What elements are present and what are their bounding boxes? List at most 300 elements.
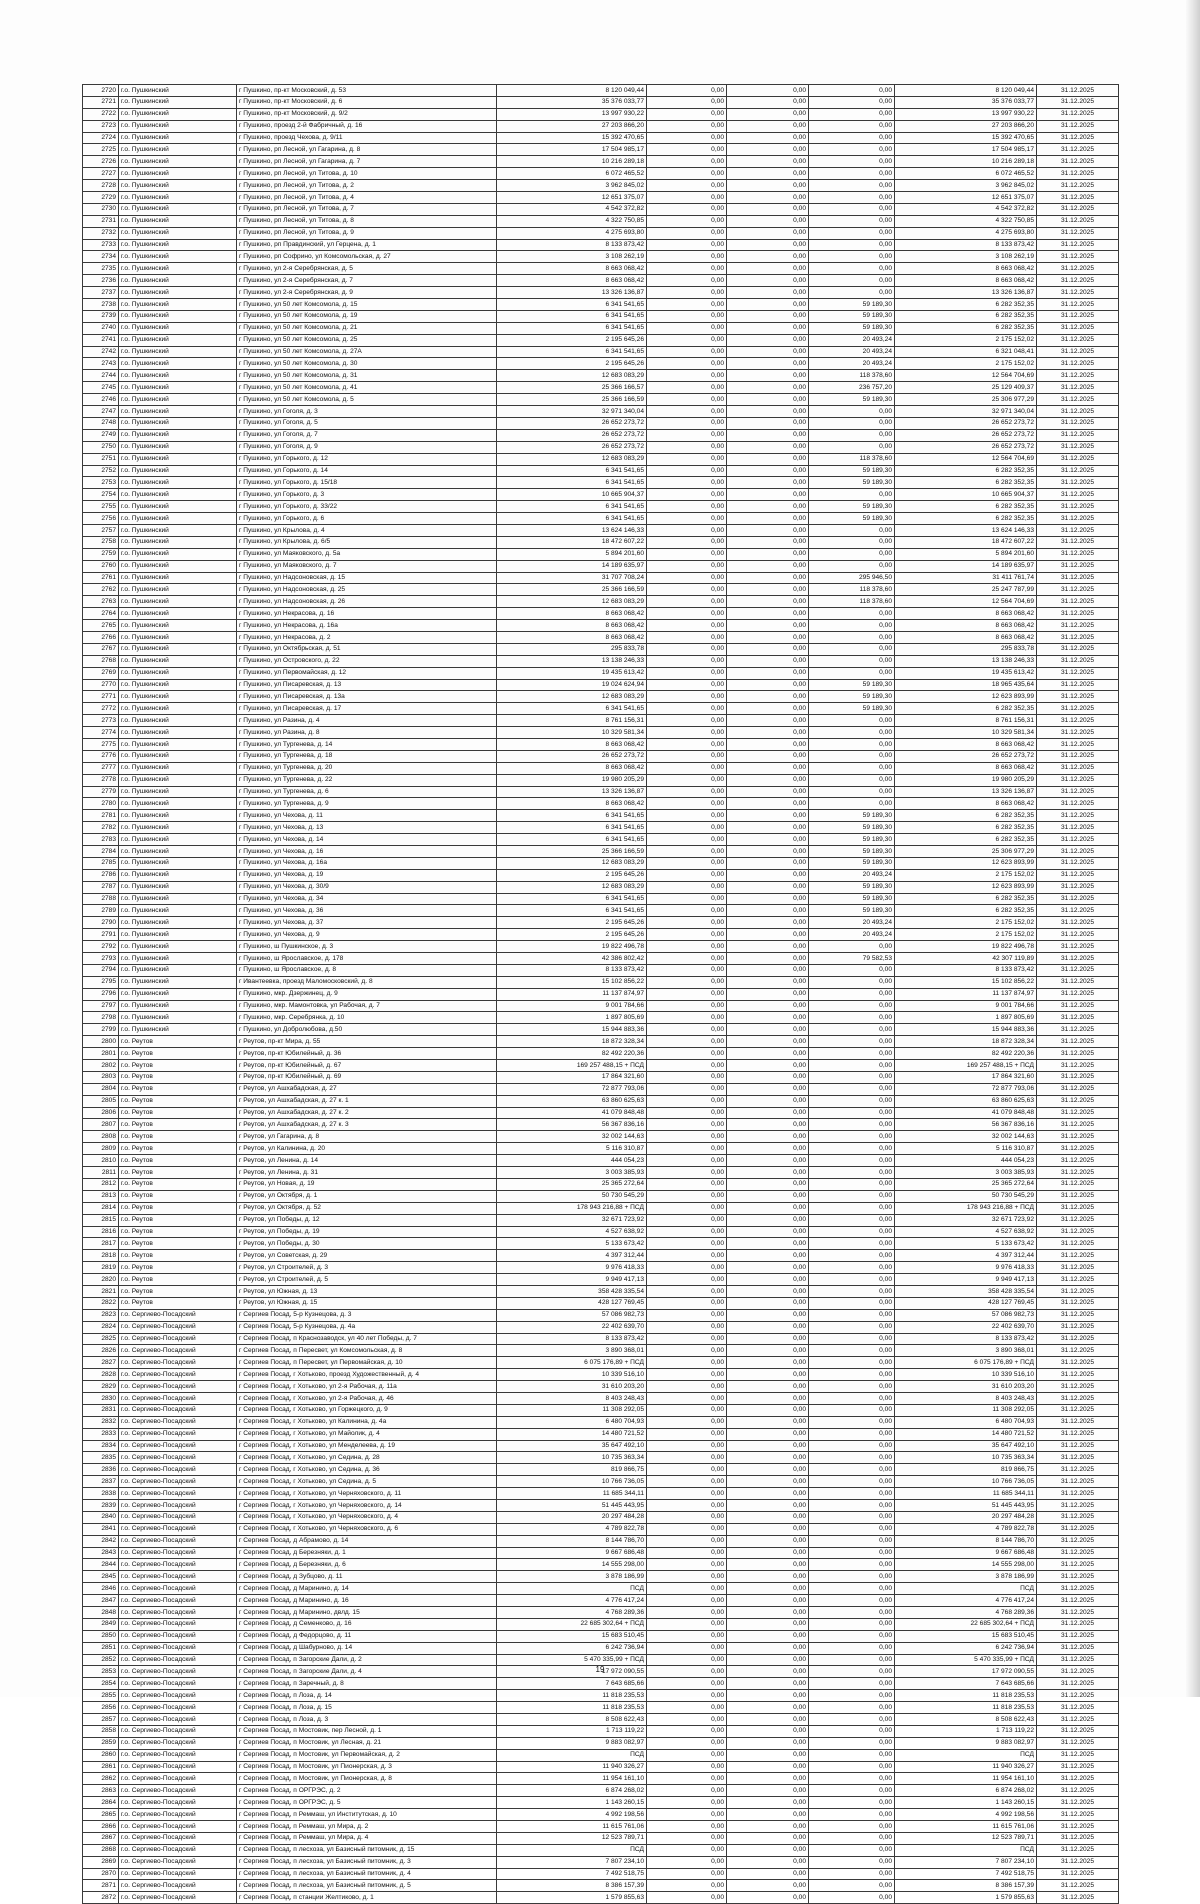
municipality-cell: г.о. Реутов xyxy=(119,1048,237,1060)
table-row xyxy=(83,1523,1119,1535)
amount-1-cell: 0,00 xyxy=(647,1714,727,1726)
row-number-cell: 2737 xyxy=(83,287,119,299)
cost-cell: 12 683 083,29 xyxy=(497,857,647,869)
amount-2-cell: 0,00 xyxy=(727,1167,809,1179)
amount-3-cell: 0,00 xyxy=(809,1880,895,1892)
address-cell: г Реутов, пр-кт Юбилейный, д. 67 xyxy=(237,1060,497,1072)
address-cell: г Сергиев Посад, г Хотьково, ул Седина, д. 5 xyxy=(237,1476,497,1488)
amount-2-cell: 0,00 xyxy=(727,631,809,643)
cost-cell: 10 339 516,10 xyxy=(497,1369,647,1381)
amount-2-cell: 0,00 xyxy=(727,180,809,192)
row-number-cell: 2733 xyxy=(83,239,119,251)
address-cell: г Сергиев Посад, д Березняки, д. 1 xyxy=(237,1547,497,1559)
address-cell: г Пушкино, ул Надсоновская, д. 15 xyxy=(237,572,497,584)
address-cell: г Реутов, ул Строителей, д. 5 xyxy=(237,1274,497,1286)
amount-1-cell: 0,00 xyxy=(647,1690,727,1702)
amount-2-cell: 0,00 xyxy=(727,1714,809,1726)
amount-2-cell: 0,00 xyxy=(727,1416,809,1428)
amount-1-cell: 0,00 xyxy=(647,1202,727,1214)
address-cell: г Сергиев Посад, г Хотьково, ул Черняховского, д. 14 xyxy=(237,1499,497,1511)
table-row xyxy=(83,239,1119,251)
amount-3-cell: 59 189,30 xyxy=(809,310,895,322)
municipality-cell: г.о. Сергиево-Посадский xyxy=(119,1809,237,1821)
address-cell: г Сергиев Посад, п Реммаш, ул Мира, д. 4 xyxy=(237,1832,497,1844)
deadline-cell: 31.12.2025 xyxy=(1037,1143,1119,1155)
row-number-cell: 2866 xyxy=(83,1821,119,1833)
amount-2-cell: 0,00 xyxy=(727,453,809,465)
amount-1-cell: 0,00 xyxy=(647,917,727,929)
municipality-cell: г.о. Сергиево-Посадский xyxy=(119,1821,237,1833)
address-cell: г Реутов, ул Октября, д. 52 xyxy=(237,1202,497,1214)
municipality-cell: г.о. Пушкинский xyxy=(119,477,237,489)
deadline-cell: 31.12.2025 xyxy=(1037,465,1119,477)
amount-3-cell: 0,00 xyxy=(809,1559,895,1571)
address-cell: г Сергиев Посад, г Хотьково, ул Горжецкого, д. 9 xyxy=(237,1404,497,1416)
row-number-cell: 2818 xyxy=(83,1250,119,1262)
table-row xyxy=(83,287,1119,299)
amount-2-cell: 0,00 xyxy=(727,1595,809,1607)
cost-cell: 10 766 736,05 xyxy=(497,1476,647,1488)
total-cell: 8 663 068,42 xyxy=(895,762,1037,774)
amount-2-cell: 0,00 xyxy=(727,917,809,929)
cost-cell: 10 665 904,37 xyxy=(497,489,647,501)
cost-cell: ПСД xyxy=(497,1749,647,1761)
municipality-cell: г.о. Сергиево-Посадский xyxy=(119,1499,237,1511)
table-row xyxy=(83,727,1119,739)
total-cell: 3 890 368,01 xyxy=(895,1345,1037,1357)
amount-1-cell: 0,00 xyxy=(647,893,727,905)
amount-1-cell: 0,00 xyxy=(647,406,727,418)
amount-1-cell: 0,00 xyxy=(647,1274,727,1286)
total-cell: 5 470 335,99 + ПСД xyxy=(895,1654,1037,1666)
address-cell: г Реутов, ул Октября, д. 1 xyxy=(237,1190,497,1202)
row-number-cell: 2805 xyxy=(83,1095,119,1107)
amount-1-cell: 0,00 xyxy=(647,1809,727,1821)
row-number-cell: 2804 xyxy=(83,1083,119,1095)
deadline-cell: 31.12.2025 xyxy=(1037,1630,1119,1642)
address-cell: г Сергиев Посад, п Пересвет, ул Первомайская, д. 10 xyxy=(237,1357,497,1369)
cost-cell: 8 133 873,42 xyxy=(497,964,647,976)
row-number-cell: 2774 xyxy=(83,727,119,739)
municipality-cell: г.о. Реутов xyxy=(119,1285,237,1297)
total-cell: 13 997 930,22 xyxy=(895,108,1037,120)
amount-2-cell: 0,00 xyxy=(727,608,809,620)
amount-1-cell: 0,00 xyxy=(647,1060,727,1072)
table-row xyxy=(83,1119,1119,1131)
row-number-cell: 2761 xyxy=(83,572,119,584)
amount-3-cell: 59 189,30 xyxy=(809,465,895,477)
address-cell: г Пушкино, рп Правдинский, ул Герцена, д. 1 xyxy=(237,239,497,251)
cost-cell: 15 944 883,36 xyxy=(497,1024,647,1036)
address-cell: г Пушкино, рп Лесной, ул Гагарина, д. 8 xyxy=(237,144,497,156)
amount-2-cell: 0,00 xyxy=(727,1488,809,1500)
address-cell: г Пушкино, ул 50 лет Комсомола, д. 31 xyxy=(237,370,497,382)
deadline-cell: 31.12.2025 xyxy=(1037,417,1119,429)
amount-3-cell: 59 189,30 xyxy=(809,857,895,869)
amount-3-cell: 0,00 xyxy=(809,941,895,953)
row-number-cell: 2812 xyxy=(83,1178,119,1190)
amount-3-cell: 0,00 xyxy=(809,727,895,739)
amount-1-cell: 0,00 xyxy=(647,953,727,965)
amount-2-cell: 0,00 xyxy=(727,1535,809,1547)
amount-3-cell: 0,00 xyxy=(809,1892,895,1904)
amount-3-cell: 0,00 xyxy=(809,1178,895,1190)
amount-3-cell: 0,00 xyxy=(809,1226,895,1238)
total-cell: 1 143 260,15 xyxy=(895,1797,1037,1809)
amount-1-cell: 0,00 xyxy=(647,976,727,988)
deadline-cell: 31.12.2025 xyxy=(1037,382,1119,394)
table-row xyxy=(83,394,1119,406)
amount-3-cell: 0,00 xyxy=(809,1464,895,1476)
amount-3-cell: 0,00 xyxy=(809,1844,895,1856)
row-number-cell: 2836 xyxy=(83,1464,119,1476)
amount-3-cell: 0,00 xyxy=(809,536,895,548)
amount-3-cell: 0,00 xyxy=(809,1024,895,1036)
cost-cell: 6 341 541,65 xyxy=(497,822,647,834)
municipality-cell: г.о. Пушкинский xyxy=(119,869,237,881)
address-cell: г Пушкино, ул 2-я Серебрянская, д. 9 xyxy=(237,287,497,299)
total-cell: 41 079 848,48 xyxy=(895,1107,1037,1119)
address-cell: г Пушкино, ул Горького, д. 12 xyxy=(237,453,497,465)
table-row xyxy=(83,834,1119,846)
municipality-cell: г.о. Пушкинский xyxy=(119,180,237,192)
amount-3-cell: 236 757,20 xyxy=(809,382,895,394)
municipality-cell: г.о. Пушкинский xyxy=(119,810,237,822)
total-cell: 11 818 235,53 xyxy=(895,1702,1037,1714)
table-row xyxy=(83,1024,1119,1036)
amount-2-cell: 0,00 xyxy=(727,1285,809,1297)
row-number-cell: 2755 xyxy=(83,501,119,513)
amount-1-cell: 0,00 xyxy=(647,1511,727,1523)
total-cell: 3 878 186,99 xyxy=(895,1571,1037,1583)
cost-cell: 8 663 068,42 xyxy=(497,798,647,810)
table-row xyxy=(83,203,1119,215)
address-cell: г Пушкино, ул Тургенева, д. 22 xyxy=(237,774,497,786)
cost-cell: 5 470 335,99 + ПСД xyxy=(497,1654,647,1666)
total-cell: 25 247 787,99 xyxy=(895,584,1037,596)
amount-2-cell: 0,00 xyxy=(727,964,809,976)
amount-2-cell: 0,00 xyxy=(727,1761,809,1773)
amount-1-cell: 0,00 xyxy=(647,1119,727,1131)
amount-1-cell: 0,00 xyxy=(647,1392,727,1404)
amount-3-cell: 0,00 xyxy=(809,524,895,536)
cost-cell: 12 683 083,29 xyxy=(497,881,647,893)
amount-1-cell: 0,00 xyxy=(647,132,727,144)
deadline-cell: 31.12.2025 xyxy=(1037,1749,1119,1761)
cost-cell: 2 195 645,26 xyxy=(497,358,647,370)
total-cell: 8 663 068,42 xyxy=(895,738,1037,750)
amount-1-cell: 0,00 xyxy=(647,1761,727,1773)
total-cell: 3 962 845,02 xyxy=(895,180,1037,192)
amount-2-cell: 0,00 xyxy=(727,132,809,144)
row-number-cell: 2768 xyxy=(83,655,119,667)
row-number-cell: 2846 xyxy=(83,1583,119,1595)
cost-cell: 13 326 136,87 xyxy=(497,287,647,299)
total-cell: 56 367 836,16 xyxy=(895,1119,1037,1131)
table-row xyxy=(83,108,1119,120)
row-number-cell: 2760 xyxy=(83,560,119,572)
address-cell: г Реутов, ул Ленина, д. 31 xyxy=(237,1167,497,1179)
row-number-cell: 2830 xyxy=(83,1392,119,1404)
amount-3-cell: 0,00 xyxy=(809,1214,895,1226)
amount-3-cell: 0,00 xyxy=(809,976,895,988)
deadline-cell: 31.12.2025 xyxy=(1037,1071,1119,1083)
amount-3-cell: 0,00 xyxy=(809,762,895,774)
amount-3-cell: 0,00 xyxy=(809,1749,895,1761)
address-cell: г Пушкино, ул 50 лет Комсомола, д. 27А xyxy=(237,346,497,358)
amount-3-cell: 20 493,24 xyxy=(809,358,895,370)
table-row xyxy=(83,1297,1119,1309)
table-row xyxy=(83,631,1119,643)
deadline-cell: 31.12.2025 xyxy=(1037,156,1119,168)
total-cell: 6 282 352,35 xyxy=(895,299,1037,311)
deadline-cell: 31.12.2025 xyxy=(1037,144,1119,156)
amount-3-cell: 20 493,24 xyxy=(809,929,895,941)
amount-1-cell: 0,00 xyxy=(647,774,727,786)
table-row xyxy=(83,406,1119,418)
deadline-cell: 31.12.2025 xyxy=(1037,941,1119,953)
total-cell: 13 138 246,33 xyxy=(895,655,1037,667)
amount-1-cell: 0,00 xyxy=(647,1012,727,1024)
address-cell: г Пушкино, ул Крылова, д. 6/5 xyxy=(237,536,497,548)
address-cell: г Сергиев Посад, п Загорские Дали, д. 2 xyxy=(237,1654,497,1666)
amount-2-cell: 0,00 xyxy=(727,715,809,727)
amount-2-cell: 0,00 xyxy=(727,584,809,596)
cost-cell: 8 663 068,42 xyxy=(497,631,647,643)
amount-2-cell: 0,00 xyxy=(727,1666,809,1678)
cost-cell: 11 308 292,05 xyxy=(497,1404,647,1416)
municipality-cell: г.о. Сергиево-Посадский xyxy=(119,1309,237,1321)
amount-3-cell: 0,00 xyxy=(809,192,895,204)
total-cell: 12 523 789,71 xyxy=(895,1832,1037,1844)
total-cell: 6 072 465,52 xyxy=(895,168,1037,180)
total-cell: 11 308 292,05 xyxy=(895,1404,1037,1416)
address-cell: г Пушкино, ул Гоголя, д. 5 xyxy=(237,417,497,429)
row-number-cell: 2771 xyxy=(83,691,119,703)
cost-cell: ПСД xyxy=(497,1844,647,1856)
address-cell: г Сергиев Посад, д Шабурново, д. 14 xyxy=(237,1642,497,1654)
municipality-cell: г.о. Сергиево-Посадский xyxy=(119,1832,237,1844)
cost-cell: 12 683 083,29 xyxy=(497,453,647,465)
row-number-cell: 2757 xyxy=(83,524,119,536)
deadline-cell: 31.12.2025 xyxy=(1037,774,1119,786)
amount-3-cell: 59 189,30 xyxy=(809,513,895,525)
amount-3-cell: 20 493,24 xyxy=(809,917,895,929)
amount-2-cell: 0,00 xyxy=(727,334,809,346)
municipality-cell: г.о. Сергиево-Посадский xyxy=(119,1868,237,1880)
amount-3-cell: 59 189,30 xyxy=(809,394,895,406)
row-number-cell: 2767 xyxy=(83,643,119,655)
address-cell: г Пушкино, ул Добролюбова, д.50 xyxy=(237,1024,497,1036)
row-number-cell: 2743 xyxy=(83,358,119,370)
amount-1-cell: 0,00 xyxy=(647,536,727,548)
amount-3-cell: 0,00 xyxy=(809,620,895,632)
amount-3-cell: 0,00 xyxy=(809,1809,895,1821)
row-number-cell: 2855 xyxy=(83,1690,119,1702)
deadline-cell: 31.12.2025 xyxy=(1037,786,1119,798)
total-cell: 11 954 161,10 xyxy=(895,1773,1037,1785)
row-number-cell: 2770 xyxy=(83,679,119,691)
address-cell: г Пушкино, ул Чехова, д. 16 xyxy=(237,846,497,858)
amount-1-cell: 0,00 xyxy=(647,1892,727,1904)
deadline-cell: 31.12.2025 xyxy=(1037,132,1119,144)
address-cell: г Пушкино, ул Маяковского, д. 7 xyxy=(237,560,497,572)
page-number: 19 xyxy=(595,1665,605,1674)
cost-cell: 7 643 685,66 xyxy=(497,1678,647,1690)
deadline-cell: 31.12.2025 xyxy=(1037,299,1119,311)
address-cell: г Пушкино, ул 50 лет Комсомола, д. 19 xyxy=(237,310,497,322)
amount-3-cell: 59 189,30 xyxy=(809,893,895,905)
row-number-cell: 2728 xyxy=(83,180,119,192)
municipality-cell: г.о. Сергиево-Посадский xyxy=(119,1547,237,1559)
amount-2-cell: 0,00 xyxy=(727,560,809,572)
cost-cell: 1 579 855,63 xyxy=(497,1892,647,1904)
amount-3-cell: 79 582,53 xyxy=(809,953,895,965)
amount-2-cell: 0,00 xyxy=(727,1392,809,1404)
address-cell: г Реутов, ул Победы, д. 12 xyxy=(237,1214,497,1226)
amount-3-cell: 59 189,30 xyxy=(809,691,895,703)
total-cell: 2 175 152,02 xyxy=(895,929,1037,941)
municipality-cell: г.о. Реутов xyxy=(119,1202,237,1214)
deadline-cell: 31.12.2025 xyxy=(1037,822,1119,834)
address-cell: г Пушкино, ул Горького, д. 6 xyxy=(237,513,497,525)
amount-3-cell: 118 378,60 xyxy=(809,453,895,465)
total-cell: 19 435 613,42 xyxy=(895,667,1037,679)
row-number-cell: 2788 xyxy=(83,893,119,905)
row-number-cell: 2751 xyxy=(83,453,119,465)
row-number-cell: 2835 xyxy=(83,1452,119,1464)
row-number-cell: 2803 xyxy=(83,1071,119,1083)
deadline-cell: 31.12.2025 xyxy=(1037,358,1119,370)
deadline-cell: 31.12.2025 xyxy=(1037,1036,1119,1048)
municipality-cell: г.о. Пушкинский xyxy=(119,953,237,965)
address-cell: г Сергиев Посад, п Мостовик, ул Пионерская, д. 3 xyxy=(237,1761,497,1773)
cost-cell: 6 480 704,93 xyxy=(497,1416,647,1428)
municipality-cell: г.о. Реутов xyxy=(119,1071,237,1083)
amount-3-cell: 0,00 xyxy=(809,1416,895,1428)
amount-1-cell: 0,00 xyxy=(647,857,727,869)
amount-1-cell: 0,00 xyxy=(647,1452,727,1464)
amount-1-cell: 0,00 xyxy=(647,180,727,192)
row-number-cell: 2802 xyxy=(83,1060,119,1072)
table-row xyxy=(83,1071,1119,1083)
deadline-cell: 31.12.2025 xyxy=(1037,1167,1119,1179)
deadline-cell: 31.12.2025 xyxy=(1037,1131,1119,1143)
deadline-cell: 31.12.2025 xyxy=(1037,1226,1119,1238)
deadline-cell: 31.12.2025 xyxy=(1037,1274,1119,1286)
row-number-cell: 2727 xyxy=(83,168,119,180)
municipality-cell: г.о. Пушкинский xyxy=(119,513,237,525)
cost-cell: 3 890 368,01 xyxy=(497,1345,647,1357)
address-cell: г Пушкино, ш Ярославское, д. 8 xyxy=(237,964,497,976)
municipality-cell: г.о. Сергиево-Посадский xyxy=(119,1321,237,1333)
table-row xyxy=(83,96,1119,108)
address-cell: г Реутов, ул Калинина, д. 20 xyxy=(237,1143,497,1155)
amount-1-cell: 0,00 xyxy=(647,1618,727,1630)
cost-cell: 6 341 541,65 xyxy=(497,346,647,358)
row-number-cell: 2848 xyxy=(83,1607,119,1619)
row-number-cell: 2801 xyxy=(83,1048,119,1060)
cost-cell: 12 683 083,29 xyxy=(497,596,647,608)
municipality-cell: г.о. Пушкинский xyxy=(119,441,237,453)
cost-cell: 25 366 166,59 xyxy=(497,394,647,406)
amount-3-cell: 0,00 xyxy=(809,251,895,263)
amount-2-cell: 0,00 xyxy=(727,1499,809,1511)
amount-3-cell: 0,00 xyxy=(809,132,895,144)
cost-cell: 57 086 982,73 xyxy=(497,1309,647,1321)
table-row xyxy=(83,1321,1119,1333)
amount-3-cell: 59 189,30 xyxy=(809,299,895,311)
amount-2-cell: 0,00 xyxy=(727,655,809,667)
amount-2-cell: 0,00 xyxy=(727,441,809,453)
cost-cell: 12 523 789,71 xyxy=(497,1832,647,1844)
row-number-cell: 2769 xyxy=(83,667,119,679)
deadline-cell: 31.12.2025 xyxy=(1037,489,1119,501)
table-row xyxy=(83,857,1119,869)
table-row xyxy=(83,1880,1119,1892)
amount-2-cell: 0,00 xyxy=(727,513,809,525)
total-cell: 178 943 216,88 + ПСД xyxy=(895,1202,1037,1214)
municipality-cell: г.о. Сергиево-Посадский xyxy=(119,1392,237,1404)
deadline-cell: 31.12.2025 xyxy=(1037,584,1119,596)
table-row xyxy=(83,1571,1119,1583)
address-cell: г Пушкино, ул Первомайская, д. 12 xyxy=(237,667,497,679)
total-cell: 4 397 312,44 xyxy=(895,1250,1037,1262)
amount-2-cell: 0,00 xyxy=(727,192,809,204)
cost-cell: 4 789 822,78 xyxy=(497,1523,647,1535)
row-number-cell: 2732 xyxy=(83,227,119,239)
total-cell: 6 321 048,41 xyxy=(895,346,1037,358)
total-cell: 6 282 352,35 xyxy=(895,703,1037,715)
table-row xyxy=(83,1202,1119,1214)
amount-1-cell: 0,00 xyxy=(647,1428,727,1440)
table-row xyxy=(83,1357,1119,1369)
cost-cell: 14 480 721,52 xyxy=(497,1428,647,1440)
row-number-cell: 2795 xyxy=(83,976,119,988)
amount-1-cell: 0,00 xyxy=(647,596,727,608)
amount-2-cell: 0,00 xyxy=(727,239,809,251)
amount-3-cell: 0,00 xyxy=(809,786,895,798)
deadline-cell: 31.12.2025 xyxy=(1037,1345,1119,1357)
total-cell: 12 564 704,69 xyxy=(895,453,1037,465)
municipality-cell: г.о. Пушкинский xyxy=(119,738,237,750)
cost-cell: 13 138 246,33 xyxy=(497,655,647,667)
table-row xyxy=(83,132,1119,144)
row-number-cell: 2853 xyxy=(83,1666,119,1678)
amount-2-cell: 0,00 xyxy=(727,1821,809,1833)
table-row xyxy=(83,346,1119,358)
table-row xyxy=(83,275,1119,287)
table-row xyxy=(83,453,1119,465)
amount-1-cell: 0,00 xyxy=(647,798,727,810)
address-cell: г Пушкино, ул Разина, д. 8 xyxy=(237,727,497,739)
municipality-cell: г.о. Пушкинский xyxy=(119,465,237,477)
deadline-cell: 31.12.2025 xyxy=(1037,667,1119,679)
deadline-cell: 31.12.2025 xyxy=(1037,1107,1119,1119)
deadline-cell: 31.12.2025 xyxy=(1037,1250,1119,1262)
deadline-cell: 31.12.2025 xyxy=(1037,750,1119,762)
deadline-cell: 31.12.2025 xyxy=(1037,1321,1119,1333)
row-number-cell: 2833 xyxy=(83,1428,119,1440)
amount-2-cell: 0,00 xyxy=(727,108,809,120)
amount-3-cell: 0,00 xyxy=(809,774,895,786)
amount-3-cell: 0,00 xyxy=(809,1381,895,1393)
amount-1-cell: 0,00 xyxy=(647,1595,727,1607)
cost-cell: 17 504 985,17 xyxy=(497,144,647,156)
address-cell: г Пушкино, ул 50 лет Комсомола, д. 30 xyxy=(237,358,497,370)
row-number-cell: 2731 xyxy=(83,215,119,227)
amount-1-cell: 0,00 xyxy=(647,691,727,703)
